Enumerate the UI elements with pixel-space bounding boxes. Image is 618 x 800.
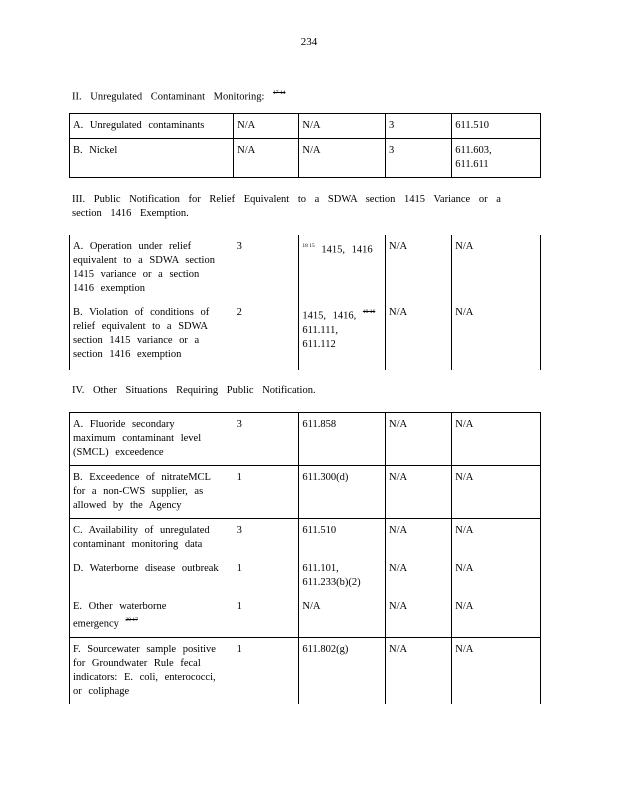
repeat-cell: N/A (386, 595, 452, 637)
table-row (70, 301, 541, 370)
tier-cell: 1 (234, 466, 299, 519)
table-row (70, 139, 541, 178)
section-cell: N/A (452, 301, 541, 370)
footnote-marker: 19 16 (362, 309, 376, 315)
table-row (70, 413, 541, 466)
situation-cell (70, 595, 234, 637)
tier-cell: N/A (234, 139, 299, 178)
tier-cell: 3 (236, 241, 242, 252)
unregulated-monitoring-table (69, 113, 541, 178)
table-row (70, 519, 541, 558)
repeat-cell: 3 (386, 139, 452, 178)
tier-cell: 1 (236, 563, 242, 574)
initial-text: 1415, 1416 (321, 244, 373, 256)
situation-cell: D. Waterborne disease outbreak (70, 557, 234, 595)
situation-text: E. Other waterborne emergency (73, 601, 167, 630)
repeat-cell: N/A (386, 637, 452, 704)
table-row (70, 557, 541, 595)
section-cell: N/A (452, 595, 541, 637)
section-heading-relief: III. Public Notification for Relief Equivalent to a SDWA section 1415 Variance or a section 1416 Exemption. (72, 194, 501, 219)
tier-cell: 3 (234, 413, 299, 466)
repeat-cell: N/A (386, 235, 452, 301)
initial-cell: 611.300(d) (299, 466, 386, 519)
section-cell: N/A (452, 413, 541, 466)
initial-cell: N/A (299, 139, 386, 178)
section-cell: N/A (452, 637, 541, 704)
initial-cell: N/A (299, 114, 386, 139)
initial-cell: 611.510 (299, 519, 386, 558)
tier-cell: 2 (236, 307, 242, 318)
repeat-cell: N/A (386, 557, 452, 595)
initial-text: 611.111, (302, 324, 338, 336)
table-row (70, 114, 541, 139)
table-row (70, 595, 541, 637)
initial-cell (299, 301, 386, 370)
other-situations-table (69, 412, 541, 704)
repeat-cell: 3 (386, 114, 452, 139)
situation-cell: B. Nickel (70, 139, 234, 178)
situation-cell: C. Availability of unregulated contaminant monitoring data (70, 519, 234, 558)
section-cell: N/A (452, 235, 541, 301)
tier-cell: 3 (236, 525, 242, 536)
initial-cell: 611.101, 611.233(b)(2) (299, 557, 386, 595)
initial-cell (299, 235, 386, 301)
repeat-cell: N/A (386, 301, 452, 370)
section-cell: 611.603, 611.611 (452, 139, 541, 178)
repeat-cell: N/A (386, 519, 452, 558)
table-row (70, 235, 541, 301)
section-heading-other: IV. Other Situations Requiring Public Notification. (72, 385, 316, 396)
table-row (70, 637, 541, 704)
tier-cell: 1 (236, 643, 242, 655)
section-title: II. Unregulated Contaminant Monitoring: (72, 91, 265, 103)
situation-cell: A. Operation under relief equivalent to a SDWA section 1415 variance or a section 1416 exemption (70, 235, 234, 301)
situation-cell: B. Violation of conditions of relief equivalent to a SDWA section 1415 variance or a section 1416 exemption (70, 301, 234, 370)
initial-text: 611.112 (302, 338, 336, 350)
footnote-marker: 18 15 (302, 243, 315, 249)
repeat-cell: N/A (386, 413, 452, 466)
initial-cell: 611.858 (299, 413, 386, 466)
tier-cell: 1 (234, 595, 299, 637)
section-cell: 611.510 (452, 114, 541, 139)
repeat-cell: N/A (386, 466, 452, 519)
initial-cell: 611.802(g) (299, 637, 386, 704)
relief-notification-table (69, 235, 541, 370)
section-cell: N/A (452, 557, 541, 595)
situation-cell: A. Unregulated contaminants (70, 114, 234, 139)
situation-cell: B. Exceedence of nitrateMCL for a non-CWS supplier, as allowed by the Agency (70, 466, 234, 519)
section-cell: N/A (452, 519, 541, 558)
initial-text: 1415, 1416, (302, 310, 357, 322)
table-row (70, 466, 541, 519)
page-number: 234 (300, 36, 318, 48)
footnote-marker: 20 17 (125, 617, 138, 623)
situation-cell: F. Sourcewater sample positive for Groundwater Rule fecal indicators: E. coli, enterococci, or coliphage (70, 637, 234, 704)
initial-cell: N/A (299, 595, 386, 637)
section-heading-unregulated (72, 87, 285, 105)
situation-cell: A. Fluoride secondary maximum contaminant level (SMCL) exceedence (70, 413, 234, 466)
section-cell: N/A (452, 466, 541, 519)
tier-cell: N/A (234, 114, 299, 139)
footnote-marker: 17 14 (273, 90, 286, 96)
